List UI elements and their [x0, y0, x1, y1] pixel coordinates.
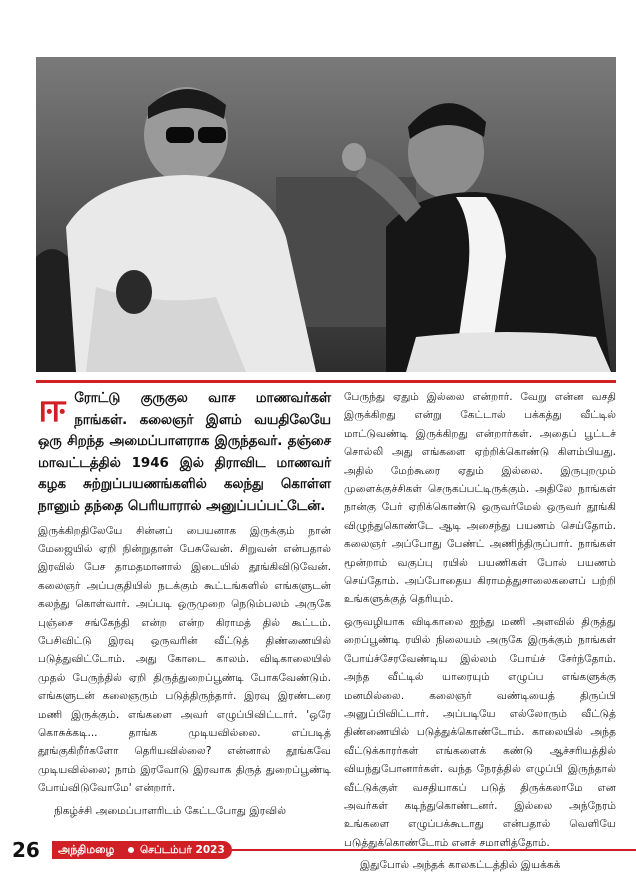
footer-rule [232, 849, 636, 851]
paragraph: இதுபோல் அந்தக் காலகட்டத்தில் இயக்கக் [360, 859, 561, 872]
right-man-hand [342, 143, 366, 171]
paragraph: இருக்கிறதிலேயே சின்னப் பையனாக இருக்கும் நான் மேஜையில் ஏறி நின்றுதான் பேசுவேன். சிறுவன் என்பதால் இரவில் பேச தாமதமானால் இடையில் தூங்கிவிடுவேன். கலைஞர் அப்பகுதியில் நடக்கும் கூட்டங்களில் எங்களுடன் கலந்து கொள்வார். அப்படி ஒருமுறை நெடும்பலம் அருகே புஞ்சை சங்கேந்தி என்ற என்ற கிராமத் தில் கூட்டம். பேசிவிட்டு இரவு ஒருவரின் வீட்டுத் திண்ணையில் படுத்துவிட்டோம். அது கோடை காலம். விடிகாலையில் முதல் பேருந்தில் ஏறி திருத்துறைப்பூண்டி போகவேண்டும். எங்களுடன் கலைஞரும் படுத்திருந்தார். இரவு இரண்டரை மணி இருக்கும். எங்களை அவர் எழுப்பிவிட்டார். 'ஒரே கொசுக்கடி... தாங்க முடியவில்லை. எப்படித் தூங்குகிறீர்களோ தெரியவில்லை? என்னால் தூங்கவே முடியவில்லை; நாம் இரவோடு இரவாக திருத் துறைப்பூண்டி போய்விடுவோமே' என்றார். [38, 524, 331, 795]
paragraph: நிகழ்ச்சி அமைப்பாளரிடம் கேட்டபோது இரவில் [54, 804, 287, 817]
article-right-column [344, 388, 616, 879]
magazine-name: அந்திமழை [58, 843, 115, 856]
paragraph: ஒருவழியாக விடிகாலை ஐந்து மணி அளவில் திருத்து றைப்பூண்டி ரயில் நிலையம் அருகே இருக்கும் நாங்கள் போய்ச்சேரவேண்டிய இல்லம் போய்ச் சேர்ந்தோம். அந்த வீட்டில் யாரையும் எழுப்ப எங்களுக்கு மனமில்லை. கலைஞர் வண்டியைத் திருப்பி அனுப்பிவிட்டார். அப்படியே எல்லோரும் வீட்டுத் திண்ணையில் படுத்துக்கொண்டோம். காலையில் அந்த வீட்டுக்காரர்கள் எங்களைக் கண்டு ஆச்சரியத்தில் வியந்துபோனார்கள். வந்த நேரத்தில் எழுப்பி இருந்தால் வீட்டுக்குள் வசதியாகப் படுத் திருக்கலாமே என அவர்கள் கடிந்துகொண்டனர். இல்லை அந்நேரம் உங்களை எழுப்பக்கூடாது என்பதால் வெளியே படுத்துக்கொண்டோம் எனச் சமாளித்தோம். [344, 615, 616, 849]
article-lead [38, 385, 331, 518]
page-number: 26 [12, 838, 40, 862]
separator-dot-icon [128, 847, 134, 853]
dropcap: ஈ [38, 385, 67, 431]
article-left-column [38, 385, 331, 824]
issue-date: செப்டம்பர் 2023 [140, 844, 225, 856]
left-man-hand [116, 270, 152, 314]
lead-text: ரோட்டு குருகுல வாச மாணவர்கள் நாங்கள். கலைஞர் இளம் வயதிலேயே ஒரு சிறந்த அமைப்பாளராக இருந்தவர். தஞ்சை மாவட்டத்தில் 1946 இல் திராவிட மாணவர் கழக சுற்றுப்பயணங்களில் கலந்து கொள்ள நானும் தந்தை பெரியாரால் அனுப்பப்பட்டேன். [38, 391, 331, 514]
left-man-glasses-l [166, 127, 194, 143]
paragraph: பேருந்து ஏதும் இல்லை என்றார். வேறு என்ன வசதி இருக்கிறது என்று கேட்டால் பக்கத்து வீட்டில் மாட்டுவண்டி இருக்கிறது என்றார்கள். அதைப் பூட்டச் சொல்லி அது எங்களை ஏற்றிக்கொண்டு கிளம்பியது. அதில் மேற்கூரை ஏதும் இல்லை. இருபுறமும் முளைக்குச்சிகள் செருகப்பட்டிருக்கும். அதிலே நாங்கள் நான்கு பேர் ஏறிக்கொண்டு ஒருவர்மேல் ஒருவர் தூங்கி விழுந்துகொண்டே ஆடி அசைந்து பயணம் செய்தோம். கலைஞர் அப்போது பேண்ட் அணிந்திருப்பார். நாங்கள் மூன்றாம் வகுப்பு ரயில் பயணிகள் போல் பயணம் செய்தோம். அப்போதைய கிராமத்துசாலைகளைப் பற்றி உங்களுக்குத் தெரியும். [344, 391, 616, 606]
article-photo [36, 57, 616, 372]
right-man-dhoti [406, 332, 611, 372]
page-footer [0, 838, 636, 862]
left-man-glasses-r [198, 127, 226, 143]
section-divider [36, 380, 616, 383]
photo-illustration [36, 57, 616, 372]
